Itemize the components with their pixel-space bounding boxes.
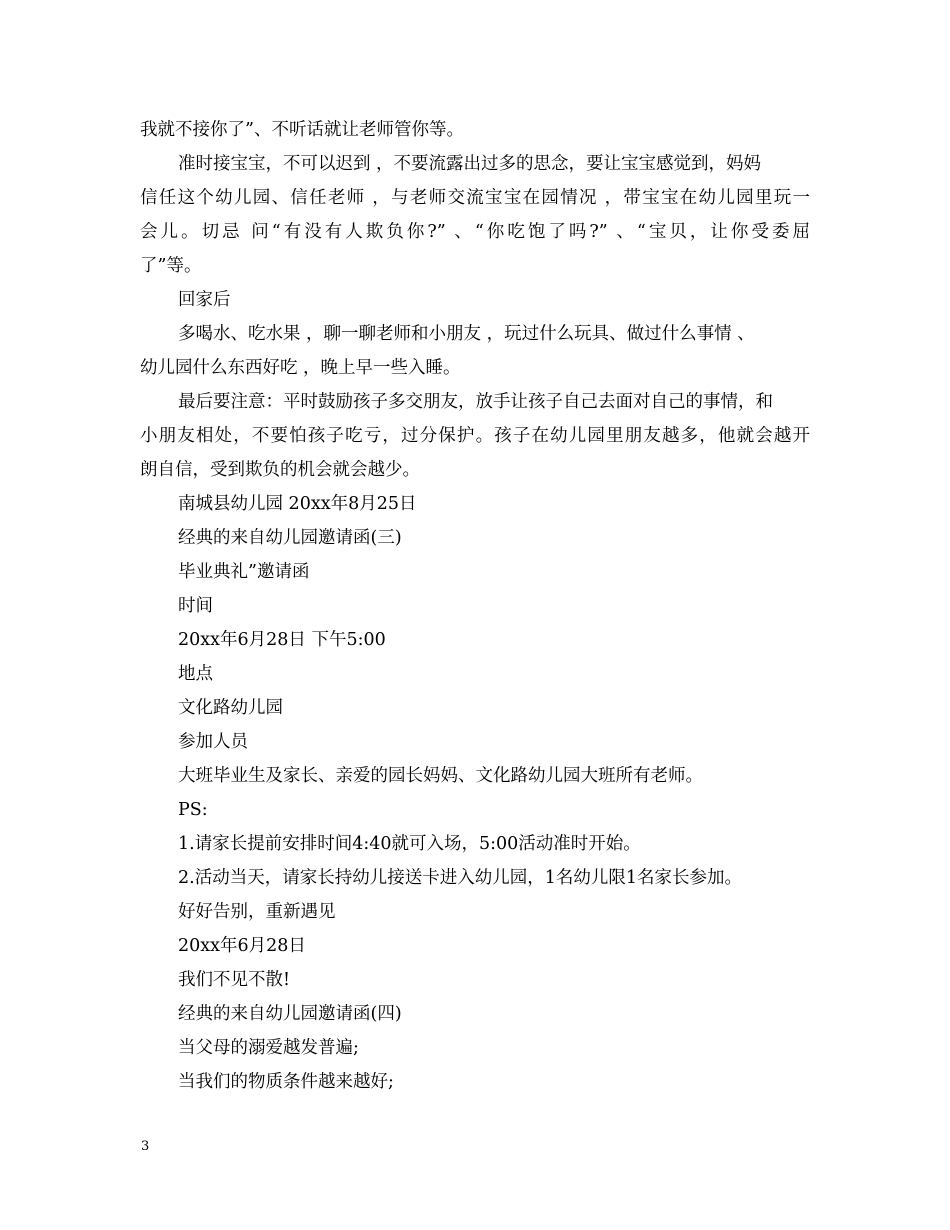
- time-label: 时间: [178, 596, 213, 616]
- text-line: 小朋友相处，不要怕孩子吃亏，过分保护。孩子在幼儿园里朋友越多，他就会越开: [140, 426, 810, 446]
- text-line: 当父母的溺爱越发普遍;: [178, 1038, 359, 1058]
- attendees-value: 大班毕业生及家长、亲爱的园长妈妈、文化路幼儿园大班所有老师。: [178, 766, 703, 786]
- text-line: 最后要注意：平时鼓励孩子多交朋友，放手让孩子自己去面对自己的事情，和: [178, 392, 773, 412]
- text-line: 准时接宝宝，不可以迟到 ，不要流露出过多的思念，要让宝宝感觉到，妈妈: [178, 154, 762, 174]
- text-line: 我就不接你了”、不听话就让老师管你等。: [140, 120, 464, 140]
- ps-item: 2.活动当天，请家长持幼儿接送卡进入幼儿园，1名幼儿限1名家长参加。: [178, 868, 742, 888]
- text-line: 好好告别，重新遇见: [178, 902, 336, 922]
- text-line: 信任这个幼儿园、信任老师 ，与老师交流宝宝在园情况 ，带宝宝在幼儿园里玩一: [140, 188, 810, 208]
- section-heading: 经典的来自幼儿园邀请函(四): [178, 1004, 402, 1024]
- date-line: 20xx年6月28日: [178, 936, 306, 956]
- text-line: 朗自信，受到欺负的机会就会越少。: [140, 460, 420, 480]
- page-number: 3: [141, 1139, 150, 1154]
- attendees-label: 参加人员: [178, 732, 248, 752]
- section-heading: 回家后: [178, 290, 231, 310]
- invitation-title: 毕业典礼”邀请函: [178, 562, 310, 582]
- text-line: 幼儿园什么东西好吃 ，晚上早一些入睡。: [140, 358, 461, 378]
- text-line: 当我们的物质条件越来越好;: [178, 1072, 394, 1092]
- signature-line: 南城县幼儿园 20xx年8月25日: [178, 494, 417, 514]
- text-line: 多喝水、吃水果 ，聊一聊老师和小朋友 ，玩过什么玩具、做过什么事情 、: [178, 324, 755, 344]
- text-line: 了”等。: [140, 256, 202, 276]
- text-line: 会儿。切忌 问“有没有人欺负你?” 、“你吃饱了吗?” 、“宝贝，让你受委屈: [140, 222, 810, 242]
- time-value: 20xx年6月28日 下午5:00: [178, 630, 386, 650]
- ps-label: PS:: [178, 800, 208, 820]
- ps-item: 1.请家长提前安排时间4:40就可入场，5:00活动准时开始。: [178, 834, 641, 854]
- location-value: 文化路幼儿园: [178, 698, 283, 718]
- text-line: 我们不见不散!: [178, 970, 291, 990]
- location-label: 地点: [178, 664, 213, 684]
- section-heading: 经典的来自幼儿园邀请函(三): [178, 528, 402, 548]
